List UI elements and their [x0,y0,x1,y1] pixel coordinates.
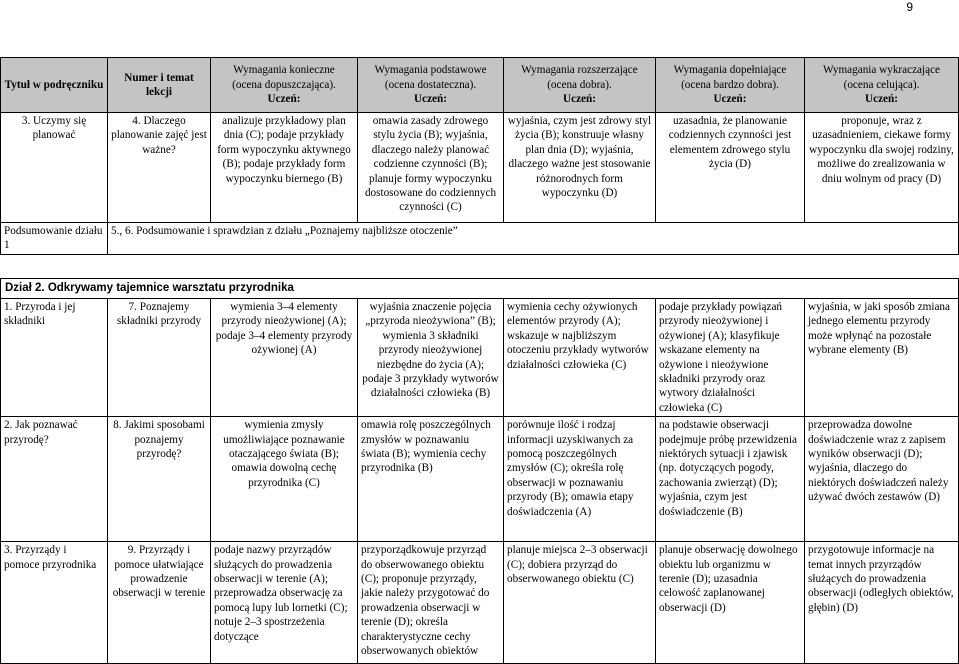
req-cell: przeprowadza dowolne doświadczenie wraz z zapisem wyników obserwacji (D); wyjaśnia, dlaczego do niektórych doświadczeń należy używać dwóch zestawów (D) [805,417,959,542]
header-title: Tytuł w podręczniku [1,58,108,113]
page-number: 9 [906,0,913,14]
row-title: 3. Przyrządy i pomoce przyrodnika [1,542,108,664]
summary-lesson: 5., 6. Podsumowanie i sprawdzian z działu „Poznajemy najbliższe otoczenie” [108,223,959,255]
row-lesson: 8. Jakimi sposobami poznajemy przyrodę? [108,417,211,542]
row-title: 2. Jak poznawać przyrodę? [1,417,108,542]
req-cell: wyjaśnia, czym jest zdrowy styl życia (B); konstruuje własny plan dnia (D); wyjaśnia, dlaczego ważne jest stosowanie różnorodnych form wypoczynku (D) [504,113,656,223]
header-req-3: Wymagania rozszerzające (ocena dobra). Uczeń: [504,58,656,113]
req-cell: uzasadnia, że planowanie codziennych czynności jest elementem zdrowego stylu życia (D) [656,113,805,223]
req-cell: analizuje przykładowy plan dnia (C); podaje przykłady form wypoczynku aktywnego (B); podaje przykłady form wypoczynku biernego (B) [211,113,358,223]
row-title: Podsumowanie działu 1 [1,223,108,255]
req-cell: wyjaśnia znaczenie pojęcia „przyroda nieożywiona” (B); wymienia 3 składniki przyrody nieożywionej niezbędne do życia (A); podaje 3 przykłady wytworów działalności człowieka (B) [358,299,504,417]
row-title: 1. Przyroda i jej składniki [1,299,108,417]
req-cell: wymienia zmysły umożliwiające poznawanie otaczającego świata (B); omawia dowolną cechę przyrodnika (C) [211,417,358,542]
req-cell: wymienia cechy ożywionych elementów przyrody (A); wskazuje w najbliższym otoczeniu przykłady wytworów działalności człowieka (C) [504,299,656,417]
header-req-2: Wymagania podstawowe (ocena dostateczna). Uczeń: [358,58,504,113]
req-cell: omawia rolę poszczególnych zmysłów w poznawaniu świata (B); wymienia cechy przyrodnika (B) [358,417,504,542]
req-cell: podaje nazwy przyrządów służących do prowadzenia obserwacji w terenie (A); przeprowadza obserwację za pomocą lupy lub lornetki (C); notuje 2–3 spostrzeżenia dotyczące [211,542,358,664]
req-cell: przygotowuje informacje na temat innych przyrządów służących do prowadzenia obserwacji (odległych obiektów, głębin) (D) [805,542,959,664]
row-lesson: 9. Przyrządy i pomoce ułatwiające prowadzenie obserwacji w terenie [108,542,211,664]
row-title: 3. Uczymy się planować [1,113,108,223]
section-heading: Dział 2. Odkrywamy tajemnice warsztatu przyrodnika [1,279,959,299]
header-req-1: Wymagania konieczne (ocena dopuszczająca). Uczeń: [211,58,358,113]
req-cell: przyporządkowuje przyrząd do obserwowanego obiektu (C); proponuje przyrządy, jakie należy przygotować do prowadzenia obserwacji w terenie (D); określa charakterystyczne cechy obserwowanych obiektów [358,542,504,664]
req-cell: planuje obserwację dowolnego obiektu lub organizmu w terenie (D); uzasadnia celowość zaplanowanej obserwacji (D) [656,542,805,664]
req-cell: porównuje ilość i rodzaj informacji uzyskiwanych za pomocą poszczególnych zmysłów (C); określa rolę obserwacji w poznawaniu przyrody (B); omawia etapy doświadczenia (A) [504,417,656,542]
header-req-5: Wymagania wykraczające (ocena celująca). Uczeń: [805,58,959,113]
req-cell: planuje miejsca 2–3 obserwacji (C); dobiera przyrząd do obserwowanego obiektu (C) [504,542,656,664]
row-lesson: 7. Poznajemy składniki przyrody [108,299,211,417]
curriculum-table-part-1 [0,57,959,255]
req-cell: omawia zasady zdrowego stylu życia (B); wyjaśnia, dlaczego należy planować codzienne czynności (B); planuje formy wypoczynku dostosowane do codziennych czynności (C) [358,113,504,223]
req-cell: podaje przykłady powiązań przyrody nieożywionej i ożywionej (A); klasyfikuje wskazane elementy na ożywione i nieożywione składniki przyrody oraz wytwory działalności człowieka (C) [656,299,805,417]
row-lesson: 4. Dlaczego planowanie zajęć jest ważne? [108,113,211,223]
header-lesson: Numer i temat lekcji [108,58,211,113]
req-cell: na podstawie obserwacji podejmuje próbę przewidzenia niektórych sytuacji i zjawisk (np. dotyczących pogody, zachowania zwierząt) (D); wyjaśnia, czym jest doświadczenie (B) [656,417,805,542]
req-cell: wyjaśnia, w jaki sposób zmiana jednego elementu przyrody może wpłynąć na pozostałe wybrane elementy (B) [805,299,959,417]
curriculum-table-part-2 [0,278,959,664]
req-cell: proponuje, wraz z uzasadnieniem, ciekawe formy wypoczynku dla swojej rodziny, możliwe do zrealizowania w dniu wolnym od pracy (D) [805,113,959,223]
req-cell: wymienia 3–4 elementy przyrody nieożywionej (A); podaje 3–4 elementy przyrody ożywionej (A) [211,299,358,417]
header-req-4: Wymagania dopełniające (ocena bardzo dobra). Uczeń: [656,58,805,113]
